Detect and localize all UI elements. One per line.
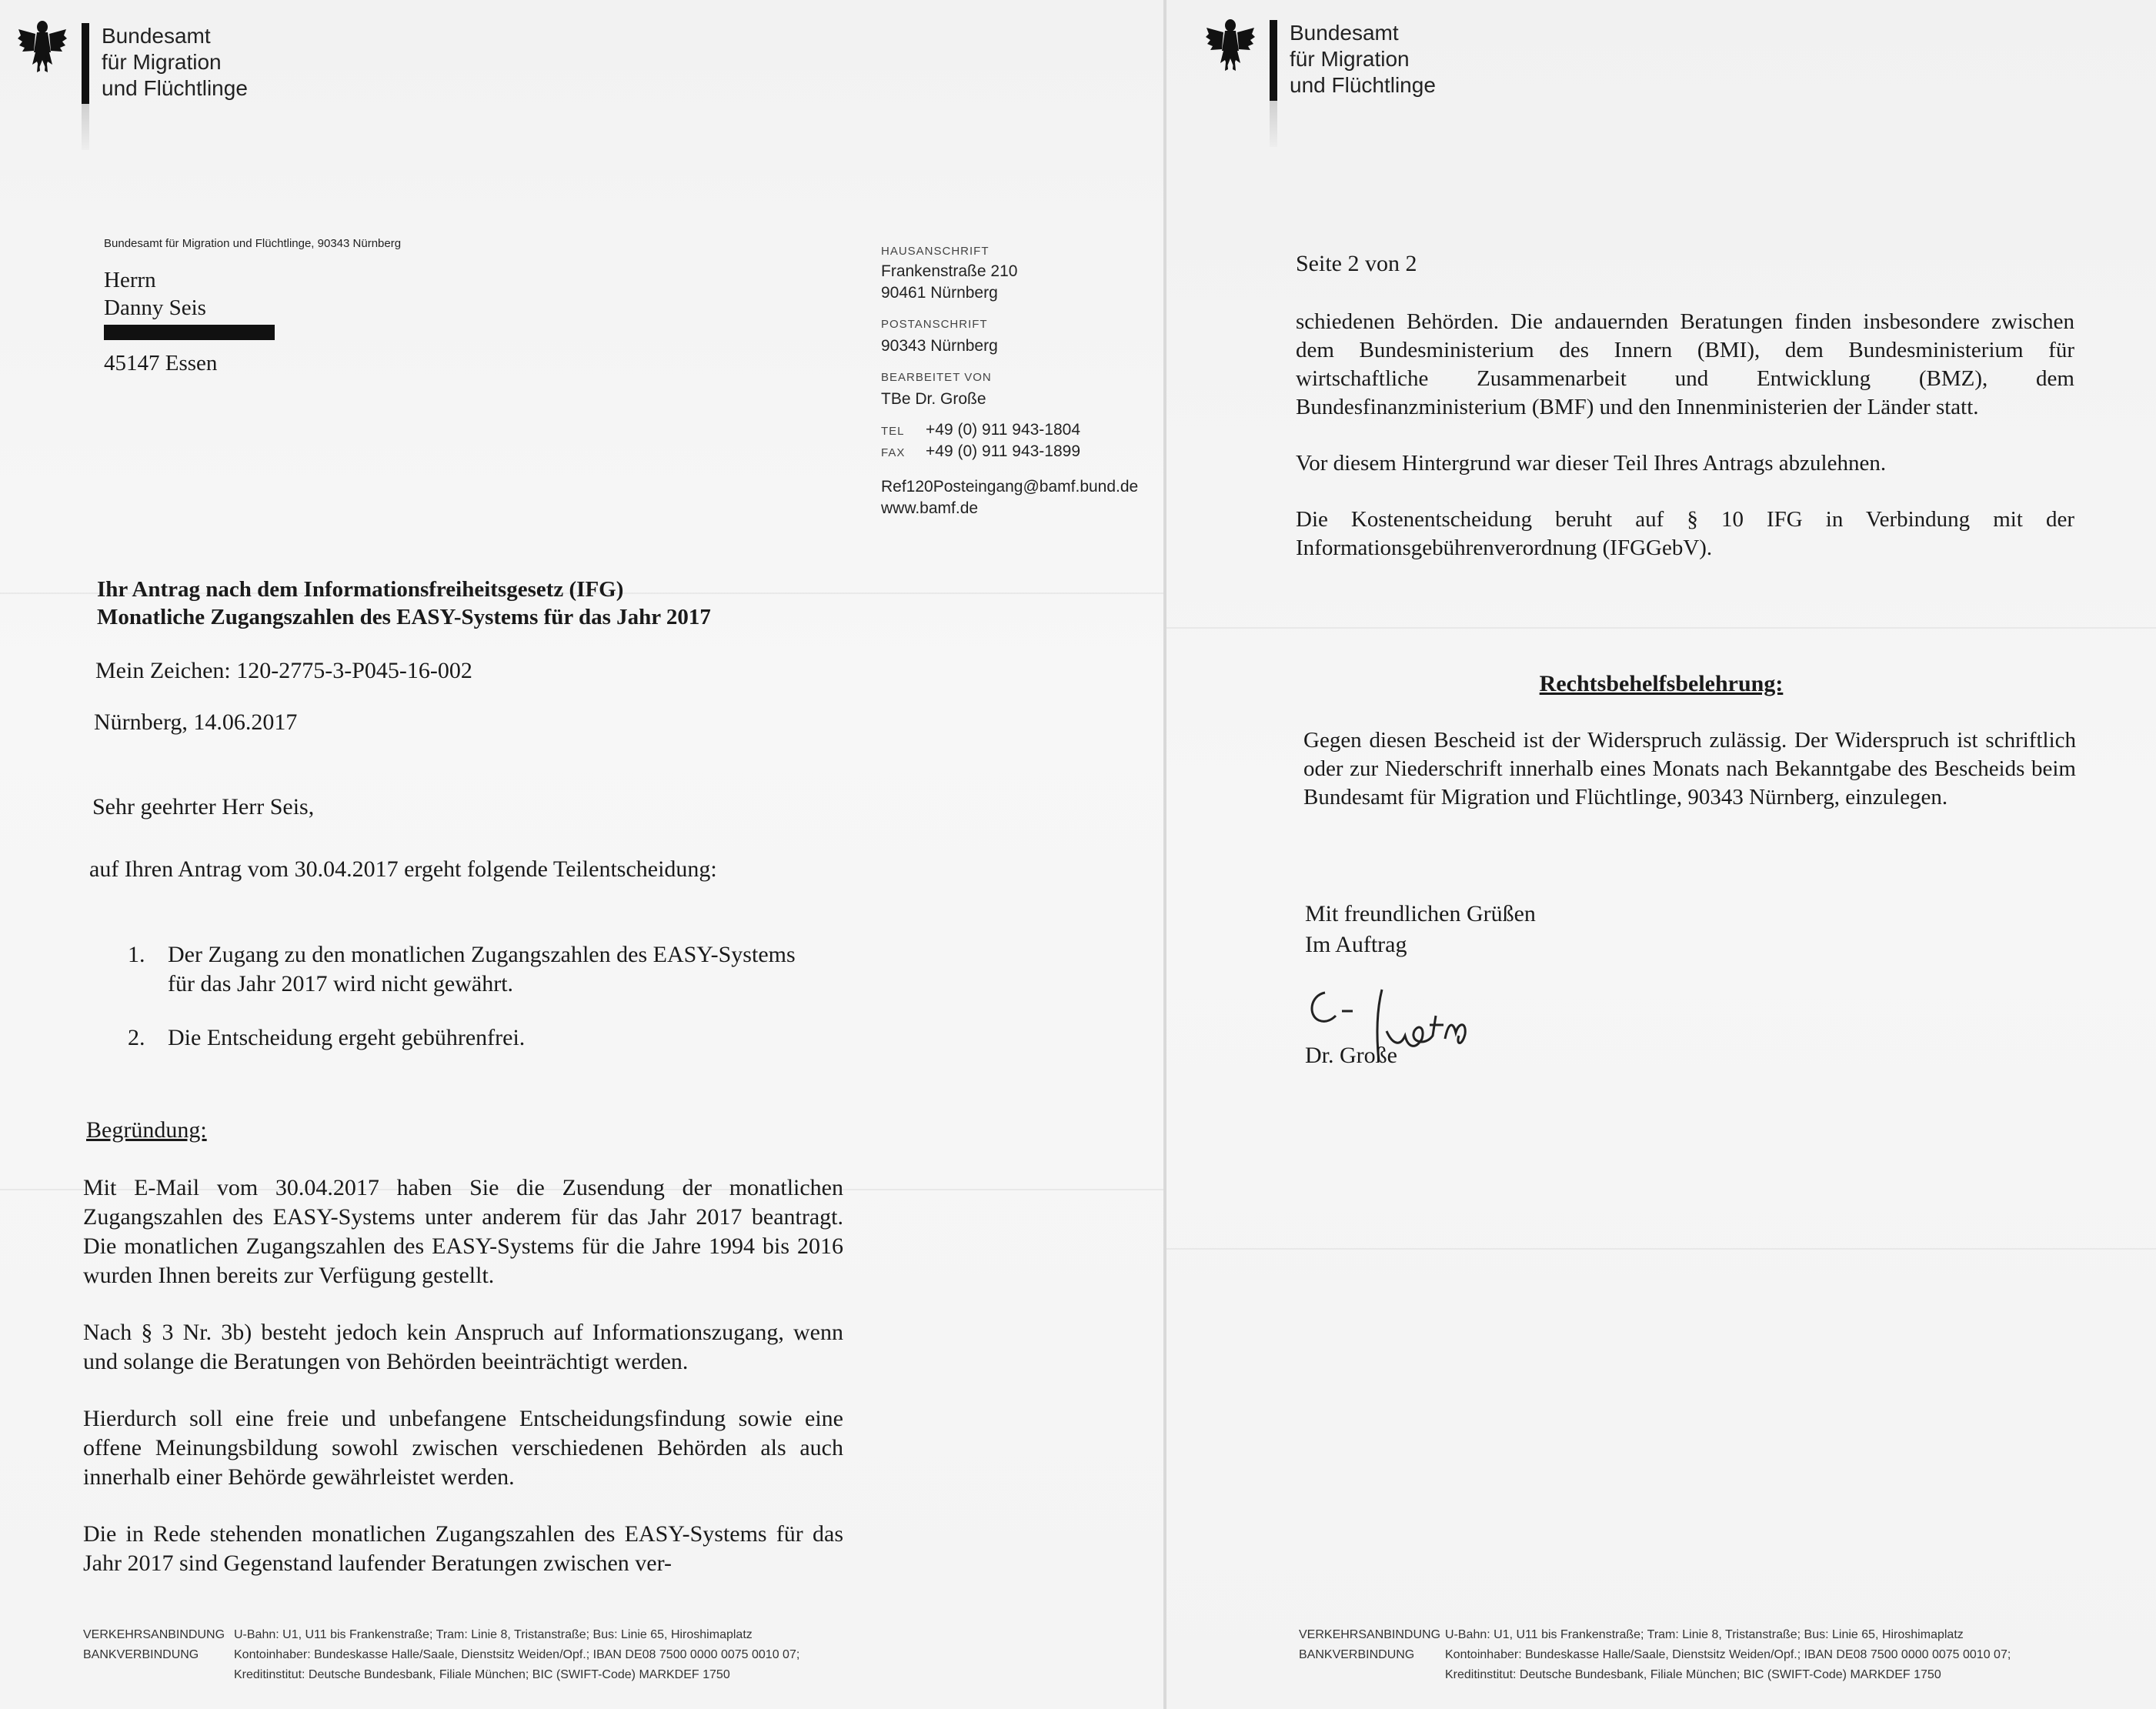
bearbeitet-label: BEARBEITET VON [881,371,992,384]
decision-item [128,1023,805,1053]
decision-number: 1. [128,942,145,967]
rechtsbehelf-text: Gegen diesen Bescheid ist der Widerspruch zulässig. Der Widerspruch ist schriftlich oder zur Niederschrift innerhalb eines Monats nach Bekanntgabe des Bescheids beim Bundesamt für Migration und Flüchtlinge, 90343 Nürnberg, einzulegen. [1303,728,2076,809]
agency-line: und Flüchtlinge [102,76,248,100]
letter-body-page2 [1296,308,2074,562]
logo-bar-fade [82,104,89,150]
bearbeitet-name: TBe Dr. Große [881,390,986,408]
begruendung-heading: Begründung: [86,1117,207,1143]
logo-bar [1270,20,1277,101]
decision-item [128,940,805,999]
decision-list [128,940,805,1053]
recipient-city: 45147 Essen [104,351,218,376]
letter-date: Nürnberg, 14.06.2017 [94,709,298,735]
paper-fold [1166,627,2156,629]
footer-bank-text2: Kreditinstitut: Deutsche Bundesbank, Filiale München; BIC (SWIFT-Code) MARKDEF 1750 [1445,1668,1941,1681]
logo-bar [82,23,89,104]
web-link: www.bamf.de [881,499,979,517]
recipient-salutation: Herrn [104,268,156,292]
postanschrift-label: POSTANSCHRIFT [881,318,988,331]
postanschrift-city: 90343 Nürnberg [881,337,998,355]
letter-body-page1 [83,1173,843,1578]
letter-page-2 [1166,0,2156,1709]
agency-name [1290,20,1436,98]
decision-number: 2. [128,1025,145,1050]
body-paragraph: Hierdurch soll eine freie und unbefangene Entscheidungsfindung sowie eine offene Meinungsbildung sowohl zwischen verschiedenen Behörden als auch innerhalb einer Behörde gewährleistet werden. [83,1406,843,1490]
footer-verkehr-text: U-Bahn: U1, U11 bis Frankenstraße; Tram: Linie 8, Tristanstraße; Bus: Linie 65, Hiroshimaplatz [234,1628,753,1641]
footer [1299,1628,2011,1682]
subject-line: Ihr Antrag nach dem Informationsfreiheitsgesetz (IFG) [97,577,624,602]
footer-row [83,1628,799,1642]
federal-eagle-icon [1205,15,1256,72]
fax-value: +49 (0) 911 943-1899 [926,442,1081,460]
agency-line: Bundesamt [1290,21,1399,45]
closing [1305,899,1536,960]
footer-verkehr-text: U-Bahn: U1, U11 bis Frankenstraße; Tram: Linie 8, Tristanstraße; Bus: Linie 65, Hiroshimaplatz [1445,1628,1964,1641]
decision-text: Die Entscheidung ergeht gebührenfrei. [168,1025,526,1050]
footer-verkehr-label: VERKEHRSANBINDUNG [1299,1628,1441,1641]
footer-row [1299,1648,2011,1662]
agency-name [102,23,248,102]
tel-label: TEL [881,425,905,438]
agency-line: und Flüchtlinge [1290,73,1436,97]
hausanschrift-label: HAUSANSCHRIFT [881,245,990,258]
footer [83,1628,799,1682]
fax-row [881,442,1158,461]
greeting: Sehr geehrter Herr Seis, [92,794,315,819]
reference-number: Mein Zeichen: 120-2775-3-P045-16-002 [95,658,472,683]
tel-value: +49 (0) 911 943-1804 [926,421,1081,439]
rechtsbehelf-heading: Rechtsbehelfsbelehrung: [1539,671,1784,696]
recipient-block [104,266,217,377]
closing-line: Im Auftrag [1305,932,1407,957]
tel-row [881,421,1158,439]
footer-row [1299,1628,2011,1642]
agency-line: für Migration [1290,47,1410,71]
email-link: Ref120Posteingang@bamf.bund.de [881,478,1139,496]
signer-name: Dr. Große [1305,1043,1397,1068]
closing-line: Mit freundlichen Grüßen [1305,901,1536,926]
hausanschrift-street: Frankenstraße 210 [881,262,1018,280]
hausanschrift-city: 90461 Nürnberg [881,284,998,302]
intro-text: auf Ihren Antrag vom 30.04.2017 ergeht folgende Teilentscheidung: [89,856,717,882]
footer-bank-text: Kontoinhaber: Bundeskasse Halle/Saale, Dienstsitz Weiden/Opf.; IBAN DE08 7500 0000 0075 0010 07; [1445,1648,2011,1661]
footer-bank-label: BANKVERBINDUNG [83,1648,199,1661]
fax-label: FAX [881,446,906,459]
paper-fold [1166,1248,2156,1250]
recipient-name: Danny Seis [104,295,206,320]
body-paragraph: Vor diesem Hintergrund war dieser Teil Ihres Antrags abzulehnen. [1296,451,1887,476]
sender-info-sidebar [881,245,1158,518]
body-paragraph: Nach § 3 Nr. 3b) besteht jedoch kein Anspruch auf Informationszugang, wenn und solange die Beratungen von Behörden beeinträchtigt werden. [83,1320,843,1374]
footer-bank-label: BANKVERBINDUNG [1299,1648,1415,1661]
federal-eagle-icon [17,17,68,74]
body-paragraph: Die Kostenentscheidung beruht auf § 10 IFG in Verbindung mit der Informationsgebührenverordnung (IFGGebV). [1296,507,2074,560]
rechtsbehelf-block [1303,726,2076,812]
page-number: Seite 2 von 2 [1296,251,1417,276]
agency-line: Bundesamt [102,24,211,48]
footer-row [83,1648,799,1662]
redaction-bar [104,325,275,340]
body-paragraph: Mit E-Mail vom 30.04.2017 haben Sie die Zusendung der monatlichen Zugangszahlen des EASY-Systems unter anderem für das Jahr 2017 beantragt. Die monatlichen Zugangszahlen des EASY-Systems für die Jahre 1994 bis 2016 wurden Ihnen bereits zur Verfügung gestellt. [83,1175,843,1288]
return-address: Bundesamt für Migration und Flüchtlinge, 90343 Nürnberg [104,237,402,250]
body-paragraph: schiedenen Behörden. Die andauernden Beratungen finden insbesondere zwischen dem Bundesministerium des Innern (BMI), dem Bundesministerium für wirtschaftliche Zusammenarbeit und Entwicklung (BMZ), dem Bundesfinanzministerium (BMF) und den Innenministerien der Länder statt. [1296,309,2074,419]
agency-line: für Migration [102,50,222,74]
body-paragraph: Die in Rede stehenden monatlichen Zugangszahlen des EASY-Systems für das Jahr 2017 sind Gegenstand laufender Beratungen zwischen ver- [83,1521,843,1576]
footer-bank-text: Kontoinhaber: Bundeskasse Halle/Saale, Dienstsitz Weiden/Opf.; IBAN DE08 7500 0000 0075 0010 07; [234,1648,800,1661]
decision-text: Der Zugang zu den monatlichen Zugangszahlen des EASY-Systems für das Jahr 2017 wird nicht gewährt. [168,942,796,996]
footer-bank-text2: Kreditinstitut: Deutsche Bundesbank, Filiale München; BIC (SWIFT-Code) MARKDEF 1750 [234,1668,730,1681]
subject [97,576,711,631]
subject-line: Monatliche Zugangszahlen des EASY-Systems für das Jahr 2017 [97,605,711,629]
footer-verkehr-label: VERKEHRSANBINDUNG [83,1628,225,1641]
logo-bar-fade [1270,101,1277,147]
